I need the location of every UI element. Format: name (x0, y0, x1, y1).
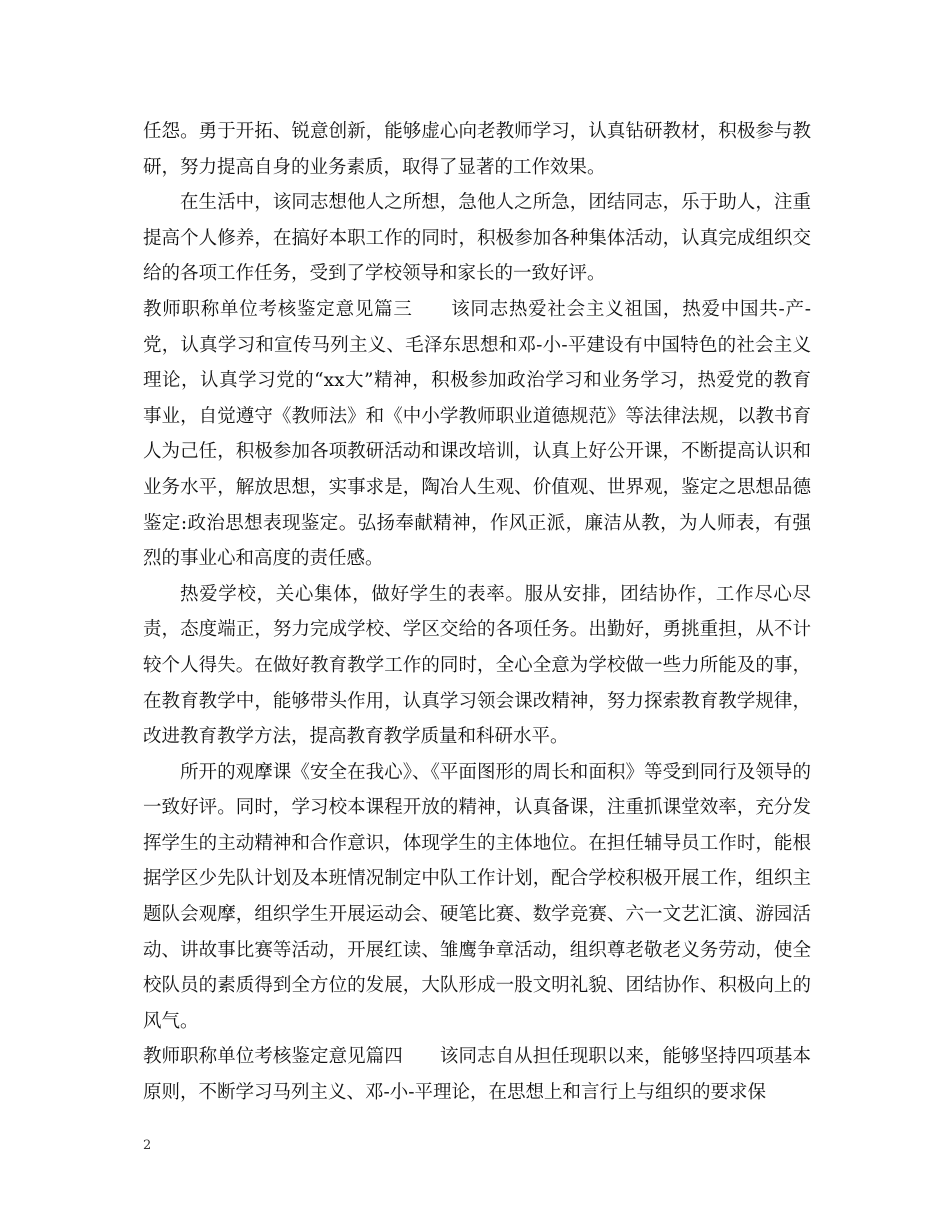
paragraph: 热爱学校，关心集体，做好学生的表率。服从安排，团结协作，工作尽心尽责，态度端正，努力完成学校、学区交给的各项任务。出勤好，勇挑重担，从不计较个人得失。在做好教育教学工作的同时，全心全意为学校做一些力所能及的事，在教育教学中，能够带头作用，认真学习领会课改精神，努力探索教育教学规律，改进教育教学方法，提高教育教学质量和科研水平。 (143, 583, 811, 748)
page-number: 2 (143, 1138, 152, 1153)
paragraph: 教师职称单位考核鉴定意见篇四 该同志自从担任现职以来，能够坚持四项基本原则，不断学习马列主义、邓-小-平理论，在思想上和言行上与组织的要求保 (143, 1046, 811, 1104)
paragraph: 任怨。勇于开拓、锐意创新，能够虚心向老教师学习，认真钻研教材，积极参与教研，努力提高自身的业务素质，取得了显著的工作效果。 (143, 121, 811, 178)
document-body (143, 114, 811, 1111)
paragraph: 在生活中，该同志想他人之所想，急他人之所急，团结同志，乐于助人，注重提高个人修养，在搞好本职工作的同时，积极参加各种集体活动，认真完成组织交给的各项工作任务，受到了学校领导和家长的一致好评。 (143, 192, 811, 285)
paragraph: 所开的观摩课《安全在我心》、《平面图形的周长和面积》等受到同行及领导的一致好评。同时，学习校本课程开放的精神，认真备课，注重抓课堂效率，充分发挥学生的主动精神和合作意识，体现学生的主体地位。在担任辅导员工作时，能根据学区少先队计划及本班情况制定中队工作计划，配合学校积极开展工作，组织主题队会观摩，组织学生开展运动会、硬笔比赛、数学竞赛、六一文艺汇演、游园活动、讲故事比赛等活动，开展红读、雏鹰争章活动，组织尊老敬老义务劳动，使全校队员的素质得到全方位的发展，大队形成一股文明礼貌、团结协作、积极向上的风气。 (143, 761, 811, 1032)
paragraph: 教师职称单位考核鉴定意见篇三 该同志热爱社会主义祖国，热爱中国共-产-党，认真学习和宣传马列主义、毛泽东思想和邓-小-平建设有中国特色的社会主义理论，认真学习党的“xx大”精神，积极参加政治学习和业务学习，热爱党的教育事业，自觉遵守《教师法》和《中小学教师职业道德规范》等法律法规，以教书育人为己任，积极参加各项教研活动和课改培训，认真上好公开课，不断提高认识和业务水平，解放思想，实事求是，陶冶人生观、价值观、世界观，鉴定之思想品德鉴定:政治思想表现鉴定。弘扬奉献精神，作风正派，廉洁从教，为人师表，有强烈的事业心和高度的责任感。 (143, 298, 811, 570)
